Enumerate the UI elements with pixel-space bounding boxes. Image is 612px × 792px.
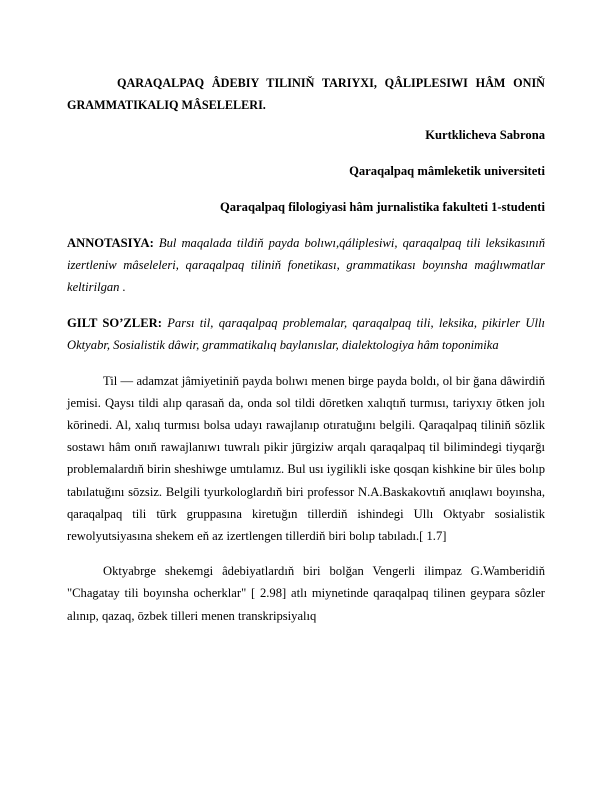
body-paragraph-1: Til — adamzat jâmiyetiniň payda bolıwı menen birge payda boldı, ol bir ǧana dâwirdiň jemisi. Qaysı tildi alıp qarasaň da, onda sol tildi dōretken xalıqtıň turmısı, tariyxıy ōtken jolı kōrinedi. Al, xalıq turmısı bolsa udayı rawajlanıp otıratuǧını belgili. Qaraqalpaq tiliniň sōzlik sostawı hâm onıň rawajlanıwı tuwralı pikir jūrgiziw arqalı qaraqalpaq til bilimindegi tiyqarǧı problemalardıň birin sheshiwge umtılamız. Bul usı iygilikli iske qosqan kishkine bir ūles bolıp tabılatuǧını sōzsiz. Belgili tyurkologlardıň biri professor N.A.Baskakovtıň anıqlawı boyınsha, qaraqalpaq tili tūrk gruppasına kiretuǧın tillerdiň ishindegi Ullı Oktyabr sosialistik rewolyutsiyasına shekem eň az izertlengen tillerdiň biri bolıp tabıladı.[ 1.7] [67, 373, 545, 543]
annotation-label: ANNOTASIYA: [67, 235, 154, 250]
keywords-label: GILT SO’ZLER: [67, 315, 162, 330]
keywords-block [67, 312, 545, 357]
document-title: QARAQALPAQ ÂDEBIY TILINIŇ TARIYXI, QÂLIPLESIWI HÂM ONIŇ GRAMMATIKALIQ MÂSELELERI. [67, 76, 545, 113]
author-position: Qaraqalpaq filologiyasi hâm jurnalistika fakulteti 1-studenti [219, 199, 545, 214]
document-page [67, 72, 545, 640]
annotation-block [67, 232, 545, 299]
author-name: Kurtklicheva Sabrona [425, 127, 545, 142]
annotation-text: Bul maqalada tildiň payda bolıwı,qáliplesiwi, qaraqalpaq tili leksikasınıň izertleniw mâseleleri, qaraqalpaq tiliniň fonetikası, grammatikası boyınsha maǵlıwmatlar keltirilgan . [67, 235, 545, 295]
author-affiliation: Qaraqalpaq mâmleketik universiteti [349, 163, 545, 178]
keywords-text: Parsı til, qaraqalpaq problemalar, qaraqalpaq tili, leksika, pikirler Ullı Oktyabr, Sosialistik dâwir, grammatikalıq baylanıslar, dialektologiya hâm toponimika [67, 315, 545, 353]
body-paragraph-2: Oktyabrge shekemgi âdebiyatlardıň biri bolǧan Vengerli ilimpaz G.Wamberidiň "Chagatay tili boyınsha ocherklar" [ 2.98] atlı miynetinde qaraqalpaq tilinen geypara sôzler alınıp, qazaq, ōzbek tilleri menen transkripsiyalıq [67, 564, 545, 623]
